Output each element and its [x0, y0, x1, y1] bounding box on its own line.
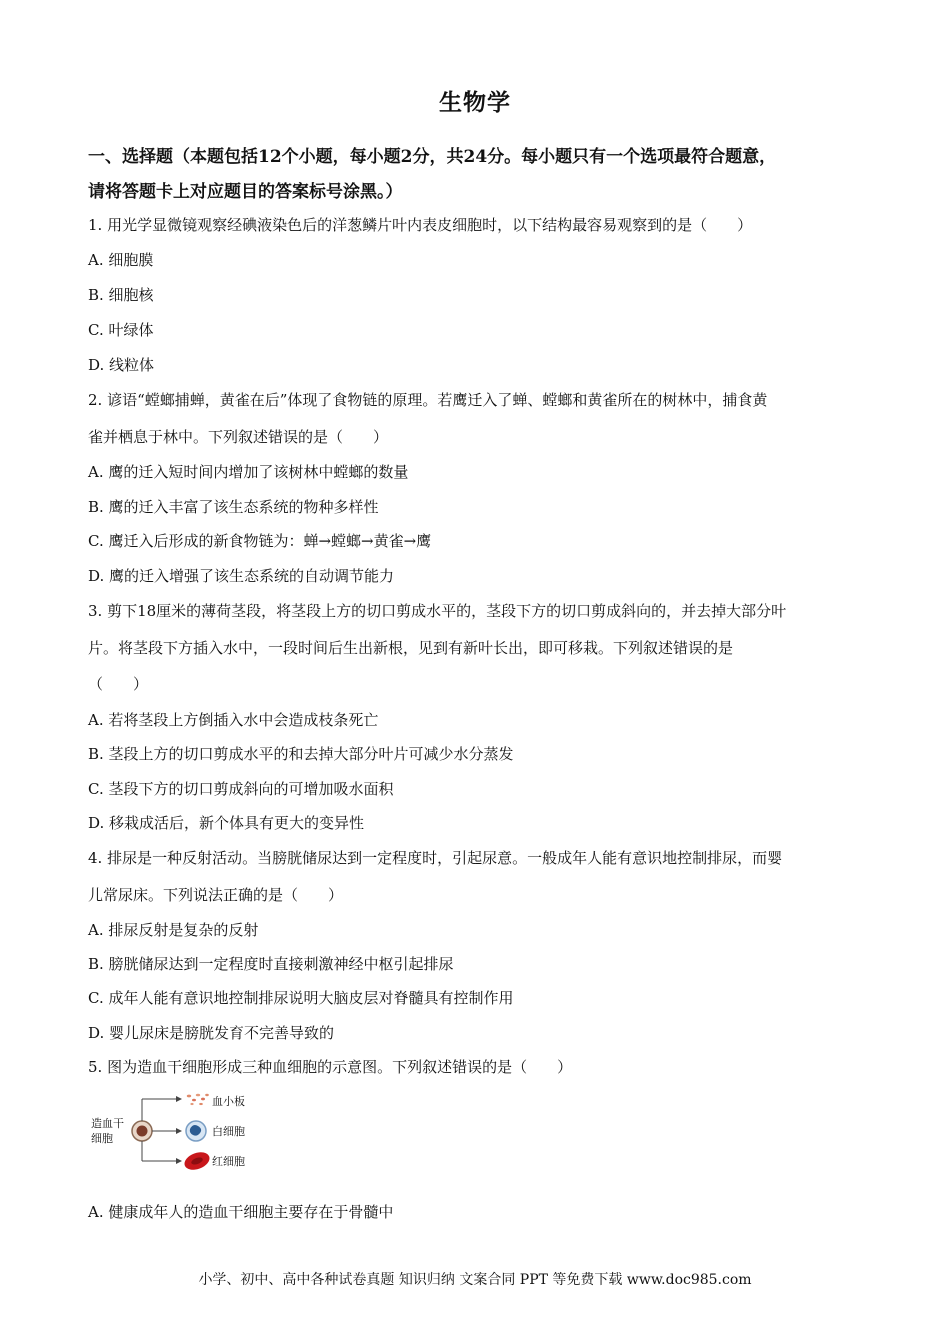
- question-3-stem-line2: 片。将茎段下方插入水中，一段时间后生出新根，见到有新叶长出，即可移栽。下列叙述错误的是: [88, 639, 734, 657]
- section-heading-line1: 一、选择题（本题包括12个小题，每小题2分，共24分。每小题只有一个选项最符合题意，: [88, 147, 777, 167]
- question-2-option-c: C. 鹰迁入后形成的新食物链为：蝉→螳螂→黄雀→鹰: [88, 532, 432, 550]
- question-4-stem-line2: 儿常尿床。下列说法正确的是（ ）: [88, 886, 344, 904]
- page-footer: 小学、初中、高中各种试卷真题 知识归纳 文案合同 PPT 等免费下载 www.doc985.com: [198, 1272, 752, 1288]
- question-2-stem-line1: 2. 谚语“螳螂捕蝉，黄雀在后”体现了食物链的原理。若鹰迁入了蝉、螳螂和黄雀所在的树林中，捕食黄: [88, 391, 768, 409]
- question-1-stem: 1. 用光学显微镜观察经碘液染色后的洋葱鳞片叶内表皮细胞时，以下结构最容易观察到的是（ ）: [88, 216, 753, 234]
- platelet-label: 血小板: [212, 1095, 245, 1108]
- stem-cell-label-line1: 造血干: [91, 1117, 124, 1130]
- white-blood-cell-label: 白细胞: [212, 1125, 245, 1138]
- question-3-option-b: B. 茎段上方的切口剪成水平的和去掉大部分叶片可减少水分蒸发: [88, 745, 514, 763]
- stem-cell-label-line2: 细胞: [91, 1132, 113, 1145]
- question-2-option-d: D. 鹰的迁入增强了该生态系统的自动调节能力: [88, 567, 395, 585]
- red-blood-cell-icon: [182, 1149, 212, 1173]
- question-1-option-b: B. 细胞核: [88, 286, 154, 304]
- question-1-option-c: C. 叶绿体: [88, 321, 154, 339]
- white-blood-cell-icon: [186, 1121, 206, 1141]
- question-4-option-d: D. 婴儿尿床是膀胱发育不完善导致的: [88, 1024, 335, 1042]
- question-3-option-d: D. 移栽成活后，新个体具有更大的变异性: [88, 814, 365, 832]
- arrow-icon: [176, 1128, 182, 1134]
- question-1-option-d: D. 线粒体: [88, 356, 155, 374]
- blood-cell-diagram: [88, 1085, 268, 1175]
- question-3-stem-line1: 3. 剪下18厘米的薄荷茎段，将茎段上方的切口剪成水平的，茎段下方的切口剪成斜向的，并去掉大部分叶: [88, 602, 787, 620]
- platelet-icon: [187, 1094, 209, 1105]
- stem-cell-nucleus-icon: [137, 1126, 148, 1137]
- section-heading-line2: 请将答题卡上对应题目的答案标号涂黑。）: [88, 182, 403, 202]
- question-4-option-c: C. 成年人能有意识地控制排尿说明大脑皮层对脊髓具有控制作用: [88, 989, 514, 1007]
- question-5-option-a: A. 健康成年人的造血干细胞主要存在于骨髓中: [88, 1203, 394, 1221]
- question-1-option-a: A. 细胞膜: [88, 251, 154, 269]
- question-3-stem-line3: （ ）: [88, 675, 149, 693]
- red-blood-cell-label: 红细胞: [212, 1155, 245, 1168]
- question-5-stem: 5. 图为造血干细胞形成三种血细胞的示意图。下列叙述错误的是（ ）: [88, 1058, 573, 1076]
- question-3-option-c: C. 茎段下方的切口剪成斜向的可增加吸水面积: [88, 780, 394, 798]
- question-2-option-a: A. 鹰的迁入短时间内增加了该树林中螳螂的数量: [88, 463, 409, 481]
- question-2-option-b: B. 鹰的迁入丰富了该生态系统的物种多样性: [88, 498, 379, 516]
- arrow-icon: [176, 1158, 182, 1164]
- page-title: 生物学: [439, 89, 511, 116]
- arrow-icon: [176, 1096, 182, 1102]
- question-4-stem-line1: 4. 排尿是一种反射活动。当膀胱储尿达到一定程度时，引起尿意。一般成年人能有意识地控制排尿，而婴: [88, 849, 783, 867]
- question-4-option-b: B. 膀胱储尿达到一定程度时直接刺激神经中枢引起排尿: [88, 955, 454, 973]
- question-2-stem-line2: 雀并栖息于林中。下列叙述错误的是（ ）: [88, 428, 389, 446]
- question-4-option-a: A. 排尿反射是复杂的反射: [88, 921, 259, 939]
- question-3-option-a: A. 若将茎段上方倒插入水中会造成枝条死亡: [88, 711, 379, 729]
